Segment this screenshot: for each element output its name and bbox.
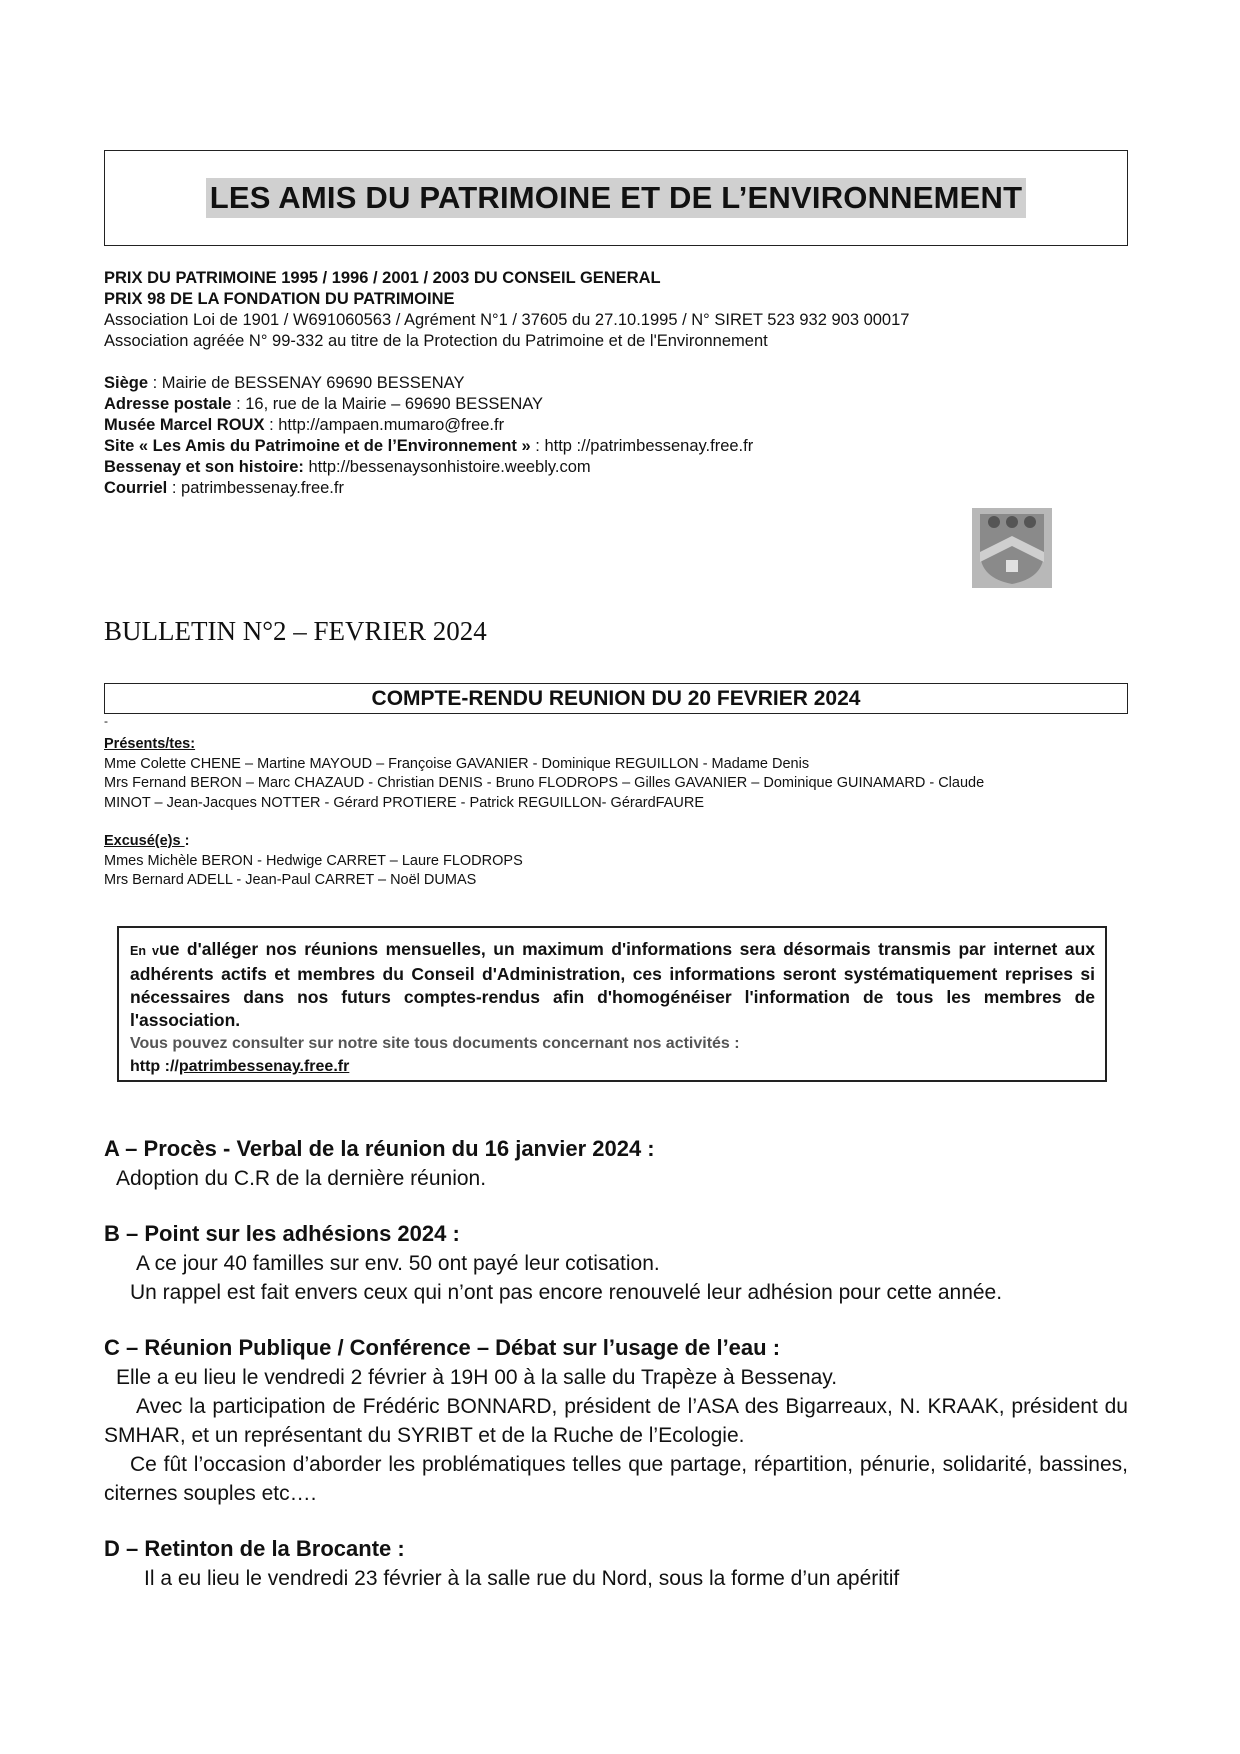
section-heading: D – Retinton de la Brocante : (104, 1536, 405, 1561)
page-title: LES AMIS DU PATRIMOINE ET DE L’ENVIRONNEMENT (206, 178, 1027, 218)
association-info (104, 268, 1134, 352)
section-heading: B – Point sur les adhésions 2024 : (104, 1221, 460, 1246)
excused-colon: : (184, 833, 190, 849)
contact-label: Site « Les Amis du Patrimoine et de l’Environnement » (104, 437, 531, 455)
contact-sep: : (231, 395, 246, 413)
report-sections (104, 1134, 1128, 1619)
contact-value: http://bessenaysonhistoire.weebly.com (308, 458, 591, 476)
contact-line (104, 436, 1134, 457)
section-a (104, 1134, 1128, 1193)
present-line: Mme Colette CHENE – Martine MAYOUD – Françoise GAVANIER - Dominique REGUILLON - Madame Denis (104, 755, 810, 772)
notice-box (117, 926, 1107, 1082)
notice-url (130, 1055, 1095, 1078)
section-b (104, 1219, 1128, 1307)
section-paragraph: Un rappel est fait envers ceux qui n’ont pas encore renouvelé leur adhésion pour cette année. (130, 1281, 1003, 1304)
prize-line-1: PRIX DU PATRIMOINE 1995 / 1996 / 2001 / 2003 DU CONSEIL GENERAL (104, 269, 661, 287)
contact-value: http://ampaen.mumaro@free.fr (278, 416, 505, 434)
contact-line (104, 415, 1134, 436)
contact-sep: : (148, 374, 162, 392)
contact-sep: : (530, 437, 545, 455)
coat-of-arms-icon (972, 508, 1052, 588)
contact-label: Adresse postale (104, 395, 232, 413)
association-law-line: Association Loi de 1901 / W691060563 / Agrément N°1 / 37605 du 27.10.1995 / N° SIRET 523 932 903 00017 (104, 311, 910, 329)
attendance (104, 735, 1134, 891)
url-prefix: http :// (130, 1058, 179, 1075)
contact-label: Bessenay et son histoire: (104, 458, 304, 476)
report-title: COMPTE-RENDU REUNION DU 20 FEVRIER 2024 (104, 683, 1128, 714)
contact-sep: : (264, 416, 279, 434)
contact-value: Mairie de BESSENAY 69690 BESSENAY (161, 374, 465, 392)
notice-paragraph (130, 938, 1095, 1032)
present-line: MINOT – Jean-Jacques NOTTER - Gérard PROTIERE - Patrick REGUILLON- GérardFAURE (104, 794, 705, 811)
contact-line (104, 478, 1134, 499)
excused-line: Mrs Bernard ADELL - Jean-Paul CARRET – Noël DUMAS (104, 872, 477, 888)
contact-label: Siège (104, 374, 149, 392)
section-paragraph: Ce fût l’occasion d’aborder les problématiques telles que partage, répartition, pénurie, solidarité, bassines, citernes souples etc…. (104, 1453, 1128, 1505)
association-agreement-line: Association agréée N° 99-332 au titre de la Protection du Patrimoine et de l'Environnement (104, 332, 768, 350)
notice-text: ue d'alléger nos réunions mensuelles, un maximum d'informations sera désormais transmis par internet aux adhérents actifs et membres du Conseil d'Administration, ces informations seront systématiquement reprises si nécessaires dans nos futurs comptes-rendus afin d'homogénéiser l'information de tous les membres de l'association. (130, 939, 1095, 1030)
bulletin-title: BULLETIN N°2 – FEVRIER 2024 (104, 616, 487, 646)
contact-list (104, 373, 1134, 499)
present-line: Mrs Fernand BERON – Marc CHAZAUD - Christian DENIS - Bruno FLODROPS – Gilles GAVANIER – Dominique GUINAMARD - Claude (104, 775, 985, 791)
notice-consult: Vous pouvez consulter sur notre site tous documents concernant nos activités : (130, 1035, 740, 1052)
contact-line (104, 394, 1134, 415)
contact-value: 16, rue de la Mairie – 69690 BESSENAY (245, 395, 544, 413)
section-d (104, 1534, 1128, 1593)
present-label: Présents/tes: (104, 736, 196, 752)
section-paragraph: Il a eu lieu le vendredi 23 février à la salle rue du Nord, sous la forme d’un apéritif (144, 1567, 900, 1590)
section-paragraph: Avec la participation de Frédéric BONNARD, président de l’ASA des Bigarreaux, N. KRAAK, président du SMHAR, et un représentant du SYRIBT et de la Ruche de l’Ecologie. (104, 1395, 1128, 1447)
notice-lead: En v (130, 944, 160, 958)
section-c (104, 1333, 1128, 1508)
report-dash: - (104, 714, 108, 728)
excused-label: Excusé(e)s (104, 833, 185, 849)
contact-line (104, 373, 1134, 394)
contact-value: patrimbessenay.free.fr (181, 479, 344, 497)
section-heading: C – Réunion Publique / Conférence – Débat sur l’usage de l’eau : (104, 1335, 781, 1360)
prize-line-2: PRIX 98 DE LA FONDATION DU PATRIMOINE (104, 290, 455, 308)
excused-header (104, 832, 1134, 852)
site-link[interactable]: patrimbessenay.free.fr (178, 1058, 350, 1075)
contact-label: Courriel (104, 479, 168, 497)
contact-line (104, 457, 1134, 478)
title-box (104, 150, 1128, 246)
contact-value: http ://patrimbessenay.free.fr (544, 437, 754, 455)
section-paragraph: Elle a eu lieu le vendredi 2 février à 19H 00 à la salle du Trapèze à Bessenay. (116, 1366, 838, 1389)
section-paragraph: Adoption du C.R de la dernière réunion. (116, 1167, 487, 1190)
excused-line: Mmes Michèle BERON - Hedwige CARRET – Laure FLODROPS (104, 852, 523, 869)
contact-sep: : (167, 479, 182, 497)
section-heading: A – Procès - Verbal de la réunion du 16 janvier 2024 : (104, 1136, 655, 1161)
contact-label: Musée Marcel ROUX (104, 416, 265, 434)
section-paragraph: A ce jour 40 familles sur env. 50 ont payé leur cotisation. (136, 1252, 660, 1275)
